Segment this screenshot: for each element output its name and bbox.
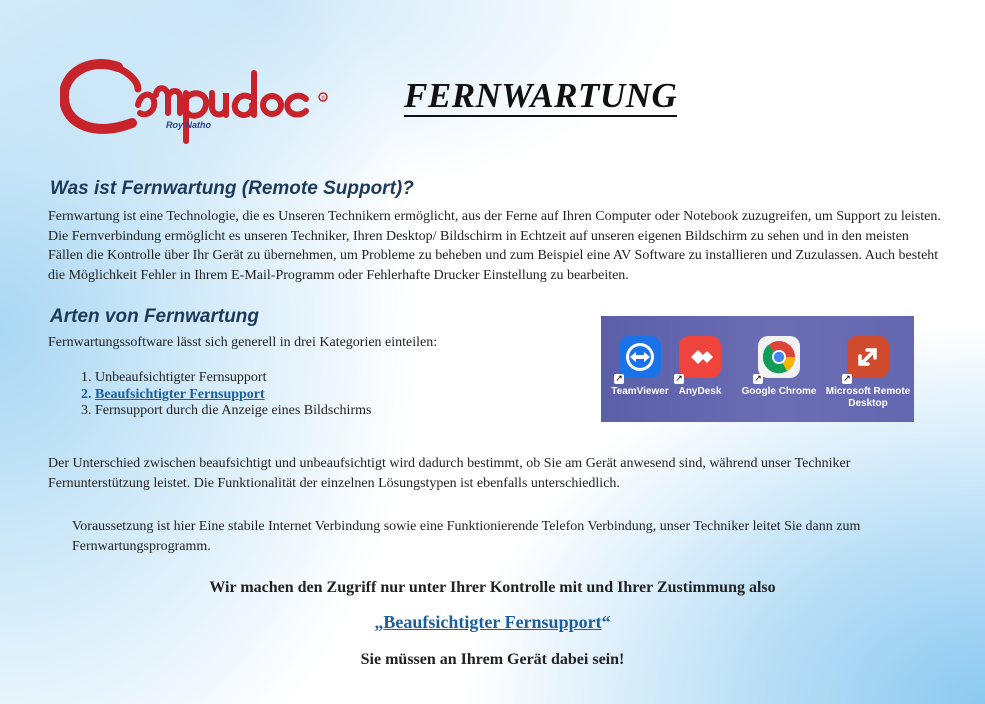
- app-label-teamviewer: TeamViewer: [611, 386, 669, 397]
- app-label-anydesk: AnyDesk: [678, 386, 722, 397]
- app-remote-desktop[interactable]: [822, 336, 914, 410]
- teamviewer-icon: ↗: [619, 336, 661, 378]
- logo-owner-name: Roy Natho: [166, 120, 211, 130]
- difference-paragraph: Der Unterschied zwischen beaufsichtigt und unbeaufsichtigt wird dadurch bestimmt, ob Sie am Gerät anwesend sind, während unser Techniker Fernunterstützung leistet. Die Funktionalität der einzelnen Lösungstypen ist ebenfalls unterschiedlich.: [48, 456, 851, 491]
- requirement-paragraph: Voraussetzung ist hier Eine stabile Internet Verbindung sowie eine Funktionierende Telefon Verbindung, unser Techniker leitet Sie dann zum Fernwartungsprogramm.: [72, 519, 861, 554]
- section-heading-what-is: Was ist Fernwartung (Remote Support)?: [50, 178, 414, 199]
- chrome-icon: ↗: [758, 336, 800, 378]
- remote-desktop-icon: ↗: [847, 336, 889, 378]
- remote-apps-panel: [601, 316, 914, 422]
- compudoc-logo-graphic: [60, 55, 380, 150]
- page-title: FERNWARTUNG: [404, 76, 678, 115]
- list-item-attended-link[interactable]: 2. Beaufsichtigter Fernsupport: [95, 387, 371, 404]
- list-item-unattended: 1. Unbeaufsichtigter Fernsupport: [95, 370, 371, 387]
- cta-link-line: „Beaufsichtigter Fernsupport“: [374, 612, 611, 632]
- types-list: [48, 370, 371, 420]
- company-logo: [60, 55, 380, 150]
- app-label-remote-desktop: Microsoft Remote Desktop: [825, 386, 911, 409]
- app-anydesk[interactable]: [661, 336, 739, 398]
- types-intro: Fernwartungssoftware lässt sich generell in drei Kategorien einteilen:: [48, 335, 438, 350]
- section-heading-types: Arten von Fernwartung: [50, 306, 260, 327]
- cta-statement: Wir machen den Zugriff nur unter Ihrer Kontrolle mit und Ihrer Zustimmung also: [209, 579, 776, 596]
- list-item-screen-share: 3. Fernsupport durch die Anzeige eines Bildschirms: [95, 403, 371, 420]
- svg-text:®: ®: [321, 95, 326, 102]
- anydesk-icon: ↗: [679, 336, 721, 378]
- app-chrome[interactable]: [740, 336, 818, 398]
- app-label-chrome: Google Chrome: [741, 386, 817, 397]
- attended-support-link[interactable]: Beaufsichtigter Fernsupport: [383, 612, 602, 632]
- cta-presence-note: Sie müssen an Ihrem Gerät dabei sein!: [360, 651, 625, 668]
- what-is-paragraph: Fernwartung ist eine Technologie, die es Unseren Technikern ermöglicht, aus der Ferne auf Ihren Computer oder Notebook zuzugreifen, um Support zu leisten. Die Fernverbindung ermöglicht es unseren Techniker, Ihren Desktop/ Bildschirm in Echtzeit auf unseren eigenen Bildschirm zu sehen und in den meisten Fällen die Kontrolle über Ihr Gerät zu übernehmen, um Probleme zu beheben und zum Beispiel eine AV Software zu installieren und Zuzulassen. Auch besteht die Möglichkeit Fehler in Ihrem E-Mail-Programm oder Fehlerhafte Drucker Einstellung zu bearbeiten.: [48, 209, 941, 283]
